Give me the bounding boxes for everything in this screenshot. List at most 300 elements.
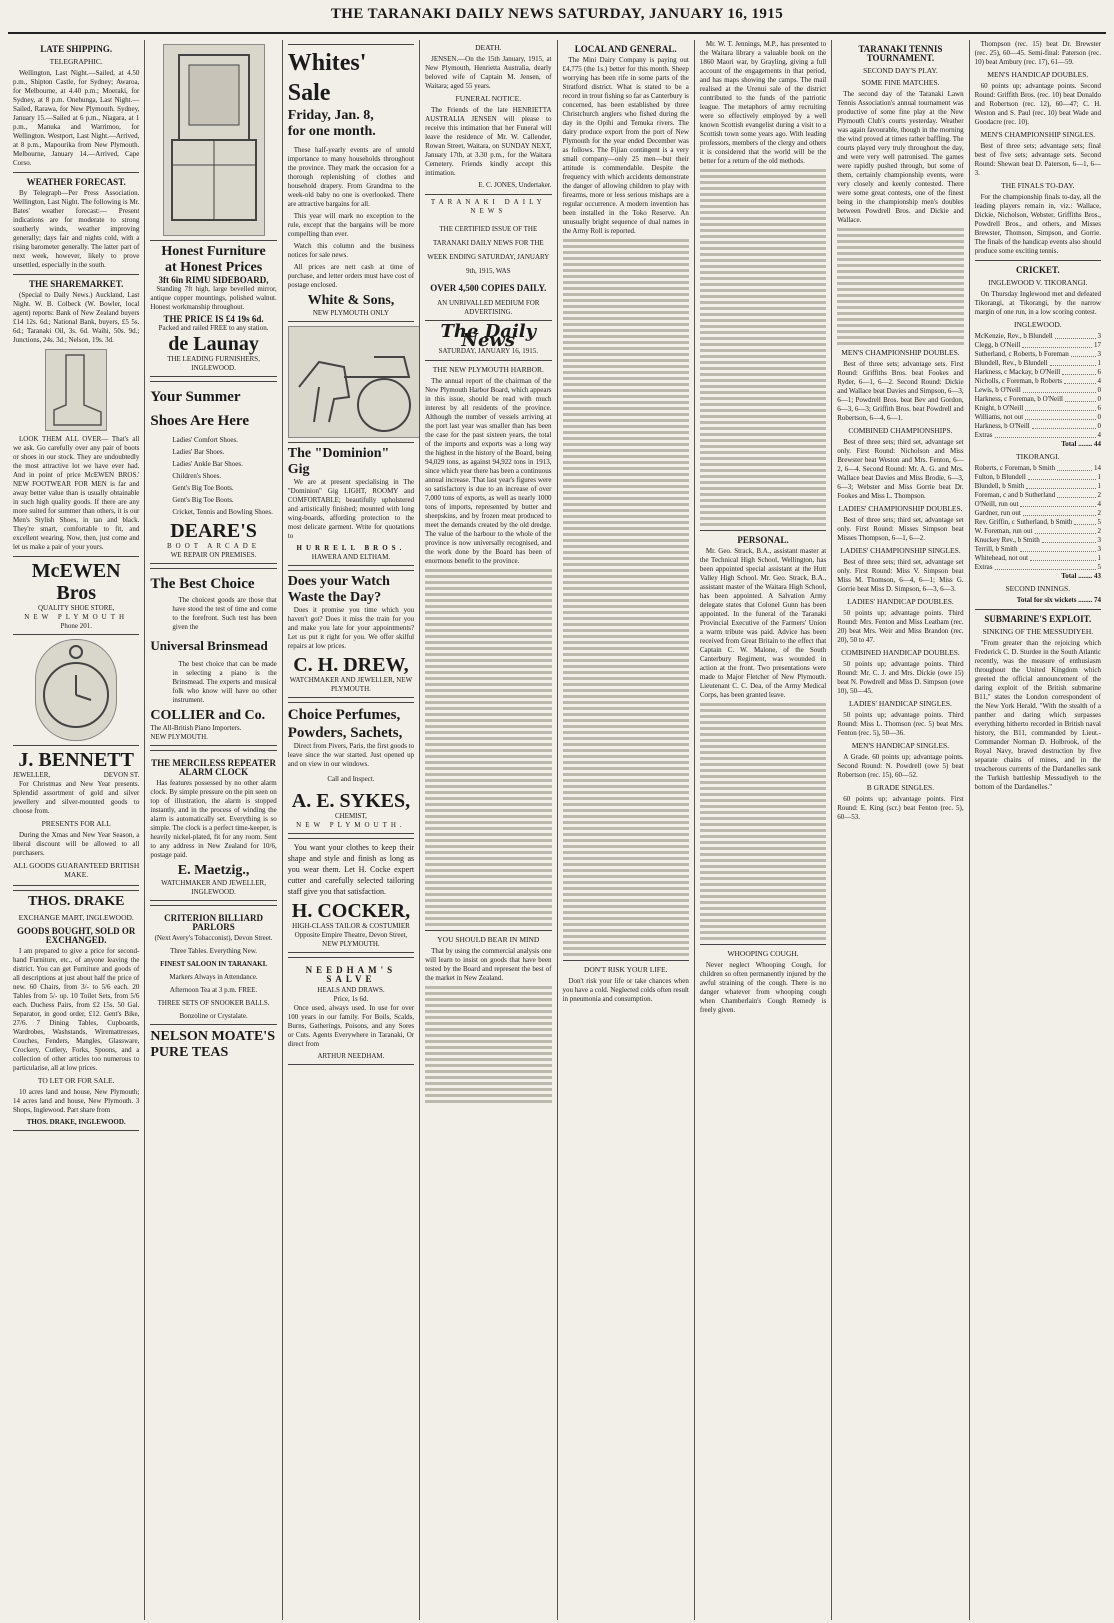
advertiser-sub: CHEMIST, <box>334 812 367 820</box>
ad-text: For Christmas and New Year presents. Splendid assortment of gold and silver jewellery and silver-mounted goods to choose from. <box>13 780 140 815</box>
batsman-name: Harkness, c Mackay, b O'Neill <box>974 368 1061 376</box>
batsman-name: Rev. Griffin, c Sutherland, b Smith <box>974 518 1073 526</box>
result-heading: COMBINED HANDICAP DOUBLES. <box>841 648 960 657</box>
horse-gig-icon <box>289 327 420 437</box>
section-subheading: SECOND DAY'S PLAY. <box>863 66 938 75</box>
ad-text: Has features possessed by no other alarm clock. By simple pressure on the pin seen on top of illustration, the alarm is stopped instantly, and in the process of winding the alarm is automatically set. Everything is so simple. The clock is a perfect time-keeper, is heavily nickel-plated, fit for any room. Sent to any address in New Zealand for 10/6, postage paid. <box>150 779 277 859</box>
ad-subheading: TO LET OR FOR SALE. <box>37 1076 115 1085</box>
advertiser-name: White & Sons, <box>307 293 395 308</box>
dot-leader <box>1025 413 1095 420</box>
advertiser-sub: WATCHMAKER AND JEWELLER, NEW PLYMOUTH. <box>289 676 413 693</box>
article-text-filler <box>700 703 826 940</box>
pocket-watch-icon <box>36 640 116 740</box>
batsman-name: Lewis, b O'Neill <box>974 386 1021 394</box>
notice-text: THE CERTIFIED ISSUE OF THE TARANAKI DAILY NEWS FOR THE WEEK ENDING SATURDAY, JANUARY 9th, 1915, WAS <box>427 225 550 275</box>
divider <box>13 172 139 173</box>
list-item: Children's Shoes. <box>172 472 222 480</box>
runs-value: 5 <box>1097 518 1101 526</box>
ad-text: This year will mark no exception to the rule, except that the bargains will be more compelling than ever. <box>287 212 415 238</box>
team-heading: TIKORANGI. <box>1016 452 1060 461</box>
advertiser-name: J. BENNETT <box>18 749 134 771</box>
whites-ad <box>288 44 414 322</box>
sideboard-illustration <box>163 44 265 236</box>
dot-leader <box>1023 509 1096 516</box>
scorecard-row <box>975 482 1101 491</box>
sykes-ad <box>288 702 414 834</box>
advertiser-role: JEWELLER, <box>13 771 51 779</box>
ad-text: I am prepared to give a price for second-hand Furniture, etc., of anyone leaving the district. You can get Furniture and goods of all descriptions at just about half the price of new. 60 Chairs, from 3/- to 5/6 each. 20 Tables from 5/- up. 10 Toilet Sets, from 5/6 each. Duchess Pairs, from £2 15s. 50 Gal. Separator, in good order, £12. Gent's Bike, 27/6. 7 Dining Tables, Cupboards, Wardrobes, Washstands, Wiremattresses, Couches, Fenders, Mangles, Glassware, Crockery, Cutlery, Forks, Spoons, and a collection of other articles too numerous to particularise, all at low prices. <box>13 947 140 1072</box>
batsman-name: Knuckey Rev., b Smith <box>974 536 1040 544</box>
advertiser-name: H. COCKER, <box>291 900 411 922</box>
scorecard-row <box>975 350 1101 359</box>
batsman-name: Nicholls, c Foreman, b Roberts <box>974 377 1063 385</box>
notice-number: OVER 4,500 COPIES DAILY. <box>430 283 547 293</box>
masthead: THE TARANAKI DAILY NEWS SATURDAY, JANUARY 16, 1915 <box>8 6 1106 34</box>
dot-leader <box>1026 482 1095 489</box>
ad-heading: Honest Furniture <box>161 244 266 259</box>
result-text: 60 points up; advantage points. First Round: E. King (scr.) beat Fenton (rec. 5), 60—53. <box>837 795 964 821</box>
advertiser-name: HURRELL BROS. <box>296 544 406 552</box>
column-4 <box>420 40 557 1620</box>
section-subheading: MEN'S HANDICAP DOUBLES. <box>987 70 1089 79</box>
advertiser-street: DEVON ST. <box>103 771 140 779</box>
article-text: Mr. W. T. Jennings, M.P., has presented to the Waitara library a valuable book on the 1860 Maori war, by Grayling, giving a full account of the engagements in that period, and has maps showing the camps. The mail realised at the Urenui sale of the district contributed to the funds of the patriotic league. The metaphors of army recruiting were so effectively employed by a well known Scottish evangelist during a visit to a Scottish town some years ago. With leading professors, members of the clergy and others it is considered that the world will be the better for a return of the old methods. <box>699 40 827 165</box>
section-subheading: SINKING OF THE MESSUDIYEH. <box>982 627 1094 636</box>
ad-text: All prices are nett cash at time of purchase, and letter orders must have cost of postage enclosed. <box>287 263 415 289</box>
scorecard-inglewood <box>975 332 1101 440</box>
ad-heading: Sale <box>287 80 331 106</box>
article-text: (Special to Daily News.) Auckland, Last Night. W. B. Colbeck (W. Bowler, local agent) reports: Bank of New Zealand buyers £14 12s. 6d.; National Bank, buyers, £5 5s. 6d.; Taranaki Oil, 3s. 6d. Waihi, 50s. 9d.; Junctions, 24s. 3d.; Nelson, 19s. 3d. <box>13 291 140 344</box>
batsman-name: Harkness, b O'Neill <box>974 422 1030 430</box>
ad-text: (Next Avery's Tobacconist), Devon Street. <box>154 934 273 942</box>
dot-leader <box>1023 386 1096 393</box>
advertiser-sign: ARTHUR NEEDHAM. <box>317 1052 385 1060</box>
ad-text: We are at present specialising in The "Dominion" Gig LIGHT, ROOMY and COMFORTABLE; beautifully upholstered and artistically finished; mounted with long wing-boards, affording protection to the most delicate garment. Write for quotations to <box>287 478 415 540</box>
advertiser-name: McEWEN Bros <box>31 560 121 604</box>
result-heading: LADIES' HANDICAP DOUBLES. <box>847 597 954 606</box>
section-heading: LOCAL AND GENERAL. <box>574 44 677 54</box>
runs-value: 1 <box>1097 359 1101 367</box>
scorecard-row <box>975 491 1101 500</box>
dot-leader <box>1050 359 1096 366</box>
ad-text: Afternoon Tea at 3 p.m. FREE. <box>169 986 258 994</box>
article-text: 60 points up; advantage points. Second Round: Griffith Bros. (rec. 10) beat Donaldo and Robertson (rec. 12), 60—47; C. H. Weston and S. Paul (rec. 10) beat Wade and Goodacre (rec. 10). <box>974 82 1101 126</box>
column-3 <box>283 40 420 1620</box>
article-text: The second day of the Taranaki Lawn Tennis Association's annual tournament was productive of some fine play at the New Plymouth Club's courts yesterday. Weather was again favourable, though in the morning the wind proved at times rather baffling. The courts played very truly throughout the day, and were very well patronised. The games were rapidly pushed through, but some of them, certainly championship events, were very closely and keenly contested. There were some great contests, one of the finest being in the championship men's doubles between Powdrell Bros. and Dickie and Wallace. <box>837 90 964 224</box>
advertiser-name: de Launay <box>168 333 259 355</box>
batsman-name: Whitehead, not out <box>974 554 1029 562</box>
article-text-filler <box>563 239 689 956</box>
ad-item: 3ft 6in RIMU SIDEBOARD, <box>158 275 269 285</box>
alarm-ad <box>150 750 276 901</box>
advertiser-town: NEW PLYMOUTH ONLY <box>312 309 390 317</box>
result-text: 50 points up; advantage points. Third Round: Miss L. Thomson (rec. 5) beat Mrs. Fenton (rec. 5), 50—36. <box>837 711 964 737</box>
section-subheading: TELEGRAPHIC. <box>49 57 103 66</box>
ad-text: You want your clothes to keep their shape and style and finish as long as you wear them. Let H. Cocke expert cutter and carefully selected tailoring staff give you that satisfaction. <box>287 843 415 896</box>
runs-value: 1 <box>1097 473 1101 481</box>
scorecard-row <box>975 359 1101 368</box>
sideboard-icon <box>164 45 264 235</box>
scorecard-row <box>975 536 1101 545</box>
advertiser-name: DEARE'S <box>170 520 257 542</box>
ad-text: Watch this column and the business notices for sale news. <box>287 242 415 259</box>
boot-icon <box>46 350 106 430</box>
advertiser-name: A. E. SYKES, <box>291 790 411 812</box>
divider <box>700 530 826 531</box>
ad-subheading: ALL GOODS GUARANTEED BRITISH MAKE. <box>13 861 140 879</box>
ad-date: Friday, Jan. 8, <box>287 108 374 123</box>
scorecard-row <box>975 386 1101 395</box>
gig-illustration <box>288 326 420 438</box>
runs-value: 3 <box>1097 545 1101 553</box>
section-heading: DEATH. <box>475 43 502 52</box>
batsman-name: Extras <box>974 431 993 439</box>
advertiser-sub: EXCHANGE MART, INGLEWOOD. <box>18 913 134 922</box>
ad-heading: THE MERCILESS REPEATER ALARM CLOCK <box>151 758 276 777</box>
advertiser-sign: THOS. DRAKE, INGLEWOOD. <box>26 1118 126 1126</box>
scorecard-row <box>975 554 1101 563</box>
ad-text: FINEST SALOON IN TARANAKI. <box>160 960 268 968</box>
ad-heading: The "Dominion" Gig <box>287 446 390 477</box>
batsman-name: Harkness, c Foreman, b O'Neill <box>974 395 1063 403</box>
advertiser-phone: Phone 201. <box>60 622 92 630</box>
team-heading: SECOND INNINGS. <box>1005 584 1071 593</box>
batsman-name: Extras <box>974 563 993 571</box>
ad-heading: Choice Perfumes, Powders, Sachets, <box>287 707 403 741</box>
dot-leader <box>1057 464 1092 471</box>
section-heading: WEATHER FORECAST. <box>26 177 126 187</box>
notice-text: AN UNRIVALLED MEDIUM FOR ADVERTISING. <box>437 299 540 316</box>
drew-ad <box>288 570 414 698</box>
dot-leader <box>1032 422 1096 429</box>
team-heading: INGLEWOOD. <box>1013 320 1062 329</box>
section-heading: WHOOPING COUGH. <box>727 949 799 958</box>
result-heading: MEN'S HANDICAP SINGLES. <box>851 741 949 750</box>
batsman-name: O'Neill, run out <box>974 500 1019 508</box>
gig-ad <box>288 442 414 566</box>
list-item: Cricket, Tennis and Bowling Shoes. <box>172 508 273 516</box>
batsman-name: McKenzie, Rev., b Blundell <box>974 332 1053 340</box>
notice-sign: E. C. JONES, Undertaker. <box>478 181 552 189</box>
article-text: By Telegraph—Per Press Association. Wellington, Last Night. The following is Mr. Bates' weather forecast:— Present indications are for moderate to strong southerly winds, weather improving generally; days fair and nights cold, with a rising barometer generally. The latter part of next week, however, likely to prove unsettled, especially in the south. <box>13 189 140 269</box>
ad-heading: Does your Watch Waste the Day? <box>287 574 390 605</box>
ad-heading: GOODS BOUGHT, SOLD OR EXCHANGED. <box>17 926 136 945</box>
ad-heading: CRITERION BILLIARD PARLORS <box>164 913 263 932</box>
ad-price: THE PRICE IS £4 19s 6d. <box>163 314 264 324</box>
furniture-ad <box>150 240 276 377</box>
ad-heading: The Best Choice <box>150 576 255 592</box>
notice-text: The Friends of the late HENRIETTA AUSTRALIA JENSEN will please to receive this intimation that her Funeral will leave the residence of Mr. W. Callender, Rowan Street, Waitara, on SUNDAY NEXT, January 17th, at 3.30 p.m., for the Waitara Cemetery. Friends kindly accept this intimation. <box>425 106 552 177</box>
scorecard-row <box>975 332 1101 341</box>
nelson-ad: NELSON MOATE'S PURE TEAS <box>150 1029 275 1060</box>
advertiser-name: THOS. DRAKE <box>27 894 125 909</box>
section-subheading: THE FINALS TO-DAY. <box>1001 181 1075 190</box>
scorecard-row <box>975 395 1101 404</box>
section-heading: DON'T RISK YOUR LIFE. <box>583 965 668 974</box>
article-text-filler <box>425 569 551 926</box>
divider <box>975 260 1101 261</box>
column-7 <box>832 40 969 1620</box>
runs-value: 4 <box>1097 431 1101 439</box>
ad-heading: NEEDHAM'S SALVE <box>305 965 397 984</box>
list-item: Gent's Big Toe Boots. <box>172 496 234 504</box>
runs-value: 1 <box>1097 482 1101 490</box>
ad-text: Call and Inspect. <box>327 775 375 783</box>
scorecard-row <box>975 341 1101 350</box>
article-text: On Thursday Inglewood met and defeated Tikorangi, at Tikorangi, by the narrow margin of one run, in a low scoring contest. <box>974 290 1101 316</box>
ad-date: for one month. <box>287 124 376 139</box>
list-item: Ladies' Bar Shoes. <box>172 448 225 456</box>
ad-text: THREE SETS OF SNOOKER BALLS. <box>157 999 270 1007</box>
ad-text: The choicest goods are those that have stood the test of time and come to the forefront. Such test has been given the <box>172 596 277 631</box>
section-heading: LATE SHIPPING. <box>40 44 113 54</box>
drake-ad <box>13 890 139 1131</box>
runs-value: 2 <box>1097 509 1101 517</box>
result-heading: B GRADE SINGLES. <box>866 783 935 792</box>
scorecard-row <box>975 500 1101 509</box>
result-text: A Grade. 60 points up; advantage points. Second Round: N. Powdrell (owe 5) beat Robertson (rec. 15), 60—52. <box>837 753 964 779</box>
section-heading: TARANAKI TENNIS TOURNAMENT. <box>858 44 943 63</box>
scorecard-row <box>975 368 1101 377</box>
result-heading: LADIES' HANDICAP SINGLES. <box>848 699 952 708</box>
ad-text: LOOK THEM ALL OVER— That's all we ask. Go carefully over any pair of boots or shoes in our stock. They are undoubtedly the most attractive lot we have ever had. And in point of price McEWEN BROS.' NEW FOOTWEAR FOR MEN is far and away better value than is usually obtainable in such high quality goods. If there are any more suited for summer than others, it is our Men's Stylish Shoes, in tan and black. They're smart, comfortable to fit, and excellent wearing. Now, then, just come and let us make a pair of your yours. <box>13 435 140 551</box>
notice-text: JENSEN.—On the 15th January, 1915, at New Plymouth, Henrietta Australia, dearly beloved wife of Captain M. Jensen, of Waitara; aged 55 years. <box>425 55 552 90</box>
advertiser-sub: THE LEADING FURNISHERS, <box>167 355 260 363</box>
column-8 <box>970 40 1106 1620</box>
article-text: "From greater than the rejoicing which Frederick C. D. Sturdee in the South Atlantic recently, was the measure of enthusiasm throughout the United Kingdom which greeted the official announcement of the daring exploit of the British submarine B11," states the London correspondent of the New York Herald. "With the stealth of a panther and daring which surpasses everything hitherto recorded in British naval history, the B11, commanded by Lieut.-Commander Norman D. Holbrook, of the Royal Navy, braved destruction by five separate chains of mines, and in the treacherous currents of the Dardanelles sank the Turkish battleship Messudiyeh to the bottom of the Dardanelles." <box>974 639 1101 791</box>
advertiser-note: WE REPAIR ON PREMISES. <box>170 551 257 559</box>
dot-leader <box>1065 395 1096 402</box>
result-text: Best of three sets; third set, advantage set only. First Round: Miss V. Simpson beat Miss M. Thomson, 6—4, 6—1; Miss G. Gorrie beat Miss D. Simpson, 6—3, 6—3. <box>837 558 964 593</box>
advertiser-line <box>13 771 139 780</box>
ad-text: The best choice that can be made in selecting a piano is the Brinsmead. The experts and musical folk who know will have no other instrument. <box>172 660 277 704</box>
column-1 <box>8 40 145 1620</box>
scorecard-row <box>975 431 1101 440</box>
column-6 <box>695 40 832 1620</box>
divider <box>700 944 826 945</box>
dot-leader <box>1057 491 1095 498</box>
dot-leader <box>995 563 1096 570</box>
scorecard-total: Total ........ 44 <box>1061 440 1101 448</box>
article-text-filler <box>700 169 826 526</box>
section-heading: PERSONAL. <box>737 535 789 545</box>
runs-value: 1 <box>1097 554 1101 562</box>
dot-leader <box>1025 404 1095 411</box>
runs-value: 0 <box>1097 422 1101 430</box>
dot-leader <box>995 431 1096 438</box>
scorecard-row <box>975 422 1101 431</box>
result-text: Best of three sets; advantage sets. First Round: Griffiths Bros. beat Fookes and Ryder, 6—1, 6—2. Second Round: Dickie and Wallace beat Davies and Simpson, 6—3, 6—1; Powdrell Bros. beat Bev and Gordon, 6—3, 6—3; Griffith Bros. beat Powdrell and Robertson, 6—4, 6—1. <box>837 360 964 422</box>
shoe-list <box>150 436 276 517</box>
advertiser-town: NEW PLYMOUTH. <box>296 821 406 829</box>
article-text: Mr. Geo. Strack, B.A., assistant master at the Technical High School, Wellington, has been appointed special assistant at the Hutt Valley High School. Mr. Geo. Strack, B.A., assistant master of the Waitara High School, has been appointed. A Salvation Army delegate states that Colonel Gunn has been appointed. In the funeral of the Taranaki Provincial Executive of the Farmers' Union a warm tribute was paid. Advice has been received from Great Britain to the effect that Captain C. W. Malone, of the South Canterbury Regiment, was wounded in action at the front. Two presentations were made to Major Fletcher of New Plymouth. Lieutenant C. C. Dea, of the Army Medical Corps, has been granted leave. <box>699 547 827 699</box>
dot-leader <box>1071 350 1096 357</box>
result-heading: LADIES' CHAMPIONSHIP DOUBLES. <box>838 504 963 513</box>
advertiser-town: HAWERA AND ELTHAM. <box>311 553 391 561</box>
dot-leader <box>1020 500 1095 507</box>
bennett-ad <box>13 745 139 886</box>
ad-text: Standing 7ft high, large bevelled mirror, antique copper mountings, polished walnut. Honest workmanship throughout. <box>150 285 277 311</box>
dot-leader <box>1074 518 1095 525</box>
scorecard-row <box>975 377 1101 386</box>
batsman-name: Sutherland, c Roberts, b Foreman <box>974 350 1069 358</box>
list-item: Ladies' Ankle Bar Shoes. <box>172 460 243 468</box>
needham-ad <box>288 957 414 1065</box>
runs-value: 17 <box>1094 341 1101 349</box>
runs-value: 0 <box>1097 386 1101 394</box>
divider <box>975 609 1101 610</box>
ad-text: Once used, always used. In use for over 100 years in our family. For Boils, Scalds, Burns, Gatherings, Poisons, and any Sores or Cuts. Agents Everywhere in Taranaki, Or direct from <box>287 1004 415 1048</box>
boot-illustration <box>45 349 107 431</box>
divider <box>563 960 689 961</box>
paper-masthead: The Daily News <box>440 321 537 351</box>
article-text-filler <box>425 986 551 1103</box>
advertiser-name: COLLIER and Co. <box>150 708 266 723</box>
cocker-ad <box>288 838 414 953</box>
collier-ad <box>150 568 276 746</box>
scorecard-row <box>975 404 1101 413</box>
column-2 <box>145 40 282 1620</box>
scorecard-row <box>975 545 1101 554</box>
advertiser-sub: HIGH-CLASS TAILOR & COSTUMIER Opposite Empire Theatre, Devon Street, NEW PLYMOUTH. <box>292 922 410 948</box>
runs-value: 3 <box>1097 332 1101 340</box>
notice-heading: TARANAKI DAILY NEWS <box>430 198 546 215</box>
runs-value: 2 <box>1097 527 1101 535</box>
column-5 <box>558 40 695 1620</box>
advertiser-town: NEW PLYMOUTH <box>24 613 129 621</box>
batsman-name: Terrill, b Smith <box>974 545 1018 553</box>
result-heading: MEN'S CHAMPIONSHIP DOUBLES. <box>841 348 960 357</box>
advertiser-name: E. Maetzig., <box>177 863 250 878</box>
dot-leader <box>1055 332 1096 339</box>
article-text: Thompson (rec. 15) beat Dr. Brewster (rec. 25), 60—45. Semi-final: Paterson (rec. 10) beat Ambury (rec. 17), 61—59. <box>974 40 1101 66</box>
runs-value: 2 <box>1097 491 1101 499</box>
section-subheading: SOME FINE MATCHES. <box>861 78 940 87</box>
divider <box>425 930 551 931</box>
article-text: For the championship finals to-day, all the leading players remain in, viz.: Wallace, Dickie, Nicholson, Webster, Griffiths Bros., Powdrell Bros., and others, and Misses Brewster, Thomson, Simpson, and Gorrie. The finals of the handicap events also should produce some exciting tennis. <box>974 193 1101 255</box>
watch-illustration <box>35 639 117 741</box>
ad-heading: Universal Brinsmead <box>150 638 268 653</box>
dot-leader <box>1035 527 1096 534</box>
result-text: Best of three sets; third set, advantage set only. First Round: Misses Simpson beat Misses Thompson, 6—1, 6—2. <box>837 516 964 542</box>
scorecard-tikorangi <box>975 464 1101 572</box>
ad-subheading: PRESENTS FOR ALL <box>41 819 111 828</box>
section-heading: CRICKET. <box>1016 265 1060 275</box>
ad-price: Price, 1s 6d. <box>333 995 369 1003</box>
batsman-name: Knight, b O'Neill <box>974 404 1024 412</box>
result-text: 50 points up; advantage points. Third Round: Mr. C. J. and Mrs. Dickie (owe 15) beat N. Powdrell and Miss D. Simpson (owe 10), 50—45. <box>837 660 964 695</box>
runs-value: 0 <box>1097 395 1101 403</box>
paper-date: SATURDAY, JANUARY 16, 1915. <box>438 347 538 355</box>
certified-issue <box>425 194 551 321</box>
ad-text: Does it promise you time which you haven't got? Does it miss the train for you and make you late for your appointments? Let us put it right for you. We offer skilful repairs at low prices. <box>287 606 415 650</box>
ad-text: Three Tables. Everything New. <box>170 947 258 955</box>
ad-sub: HEALS AND DRAWS. <box>317 986 385 994</box>
section-heading: YOU SHOULD BEAR IN MIND <box>437 935 540 944</box>
ad-text: Direct from Pivers, Paris, the first goods to leave since the war started. Just opened up and on view in our windows. <box>287 742 415 768</box>
batsman-name: Fulton, b Blundell <box>974 473 1026 481</box>
dot-leader <box>1042 536 1096 543</box>
divider <box>13 274 139 275</box>
mcewen-ad <box>13 556 139 635</box>
article-text: The Mini Dairy Company is paying out £4,775 (the 1s.) better for this month. Sheep worrying has been rife in some parts of the Stratford district. What is stated to be a record in trout fishing so far as Canterbury is concerned, has been established by three Christchurch anglers who fished during the day in the Opihi and Temuka rivers. The dairy produce export from the port of New Plymouth for the year ended December was as follows. The Fijian contingent is a very small company—only 25 men—but their attitude is commendable. Despite the frequency with which accidents demonstrate the danger of allowing children to play with firearms, more or less serious mishaps are a regular occurrence. A modern invention has been installed in the Toko Reserve. An unusually bright sequence of dual names in the Army Roll is reported. <box>562 56 689 235</box>
section-heading: THE SHAREMARKET. <box>29 279 124 289</box>
result-heading: COMBINED CHAMPIONSHIPS. <box>848 426 953 435</box>
divider <box>425 360 551 361</box>
ad-text: During the Xmas and New Year Season, a liberal discount will be allowed to all purchasers. <box>13 831 140 857</box>
advertiser-town: INGLEWOOD. <box>191 364 236 372</box>
batsman-name: Roberts, c Foreman, b Smith <box>974 464 1056 472</box>
scorecard-row <box>975 527 1101 536</box>
section-subheading: INGLEWOOD V. TIKORANGI. <box>988 278 1088 287</box>
runs-value: 6 <box>1097 368 1101 376</box>
billiard-ad <box>150 905 276 1025</box>
ad-heading: Your Summer Shoes Are Here <box>150 389 249 429</box>
runs-value: 14 <box>1094 464 1101 472</box>
runs-value: 3 <box>1097 536 1101 544</box>
article-text: Don't risk your life or take chances when you have a cold. Neglected colds often result in pneumonia and consumption. <box>562 977 689 1003</box>
dot-leader <box>1022 341 1092 348</box>
scorecard-row <box>975 473 1101 482</box>
article-text: Never neglect Whooping Cough, for children so often permanently injured by the awful straining of the cough. There is no danger whatever from whooping cough when Chamberlain's Cough Remedy is freely given. <box>699 961 827 1014</box>
runs-value: 4 <box>1097 377 1101 385</box>
list-item: Ladies' Comfort Shoes. <box>172 436 238 444</box>
results-block <box>837 348 963 822</box>
batsman-name: Blundell, Rev., b Blundell <box>974 359 1048 367</box>
scorecard-row <box>975 563 1101 572</box>
scorecard-row <box>975 518 1101 527</box>
scorecard-total: Total for six wickets ........ 74 <box>1016 596 1101 604</box>
advertiser-name: C. H. DREW, <box>293 654 409 676</box>
runs-value: 3 <box>1097 350 1101 358</box>
advertiser-sub: WATCHMAKER AND JEWELLER, INGLEWOOD. <box>161 879 266 896</box>
article-text: That by using the commercial analysis one will learn to insist on goods that have been tested by the Board and represent the best of the market in New Zealand. <box>425 947 552 982</box>
ad-text: Markers Always in Attendance. <box>169 973 258 981</box>
batsman-name: Foreman, c and b Sutherland <box>974 491 1056 499</box>
result-text: Best of three sets; third set, advantage set only. First Round: Nicholson and Miss Brewster beat Weston and Mrs. Fenton, 6—2, 6—4. Second Round: Mr. A. G. and Mrs. Wallace beat Davies and Miss Brodie, 6—3, 6—3; Webster and Miss Gorrie beat Dr. Fookes and Miss L. Thompson. <box>837 438 964 500</box>
runs-value: 0 <box>1097 413 1101 421</box>
article-text-filler <box>837 228 963 345</box>
runs-value: 6 <box>1097 404 1101 412</box>
ad-text: 10 acres land and house, New Plymouth; 14 acres land and house, New Plymouth. 3 Shops, Inglewood. Part share from <box>13 1088 140 1114</box>
article-text: Wellington, Last Night.—Sailed, at 4.50 p.m., Shipton Castle, for Sydney; Awaroa, for Melbourne, at 4.40 p.m.; Moeraki, for Sydney, at 8 p.m. Onehunga, Last Night.—Sailed, Rarawa, for New Plymouth. Sydney, January 15.—Sailed at 6 p.m., Niagara, at 1 p.m., Manuka and Warrimoo, for Wellington. Westport, Last Night.—Arrived, at 8 p.m., Mapourika from New Plymouth. Melbourne, January 14.—Arrived, Cape Corso. <box>13 69 140 167</box>
deare-ad <box>150 381 276 564</box>
advertiser-sub: BOOT ARCADE <box>167 542 261 550</box>
advertiser-sub: The All-British Piano Importers. <box>150 724 242 732</box>
batsman-name: W. Foreman, run out <box>974 527 1033 535</box>
scorecard-row <box>975 509 1101 518</box>
dot-leader <box>1030 554 1095 561</box>
runs-value: 5 <box>1097 563 1101 571</box>
section-heading: FUNERAL NOTICE. <box>455 94 522 103</box>
advertiser-sub: QUALITY SHOE STORE, <box>37 604 115 612</box>
advertiser-town: NEW PLYMOUTH. <box>150 733 208 741</box>
scorecard-total: Total ........ 43 <box>1061 572 1101 580</box>
runs-value: 4 <box>1097 500 1101 508</box>
section-heading: SUBMARINE'S EXPLOIT. <box>984 614 1092 624</box>
ad-text: Packed and railed FREE to any station. <box>158 324 269 332</box>
ad-heading: Whites' <box>287 50 367 76</box>
section-heading: THE NEW PLYMOUTH HARBOR. <box>432 365 544 374</box>
list-item: Gent's Big Toe Boots. <box>172 484 234 492</box>
article-text: The annual report of the chairman of the New Plymouth Harbor Board, which appears in this issue, should be read with much interest by all residents of the province. Although the number of vessels arriving at the port last year was smaller than has been the case for the past sixteen years, the total of the imports and exports was a long way the highest in the history of the Board, being 94,029 tons, as against 94,922 tons in 1913, since which year there has been a continuous annual increase. That last year's figures were so satisfactory is due to an increase of over 7,000 tons of exports, as well as nearly 1000 tons of imports, represented by butter and sheepskins, and by frozen meat produced to meet the demands created by the old dredge. The value of the harbour to the whole of the province is now universally recognised, and the work done by the Board has been of enormous benefit to the province. <box>425 377 552 565</box>
batsman-name: Williams, not out <box>974 413 1024 421</box>
batsman-name: Clegg, b O'Neill <box>974 341 1021 349</box>
batsman-name: Gardner, run out <box>974 509 1021 517</box>
dot-leader <box>1062 368 1095 375</box>
scorecard-row <box>975 464 1101 473</box>
ad-heading: at Honest Prices <box>164 260 263 275</box>
